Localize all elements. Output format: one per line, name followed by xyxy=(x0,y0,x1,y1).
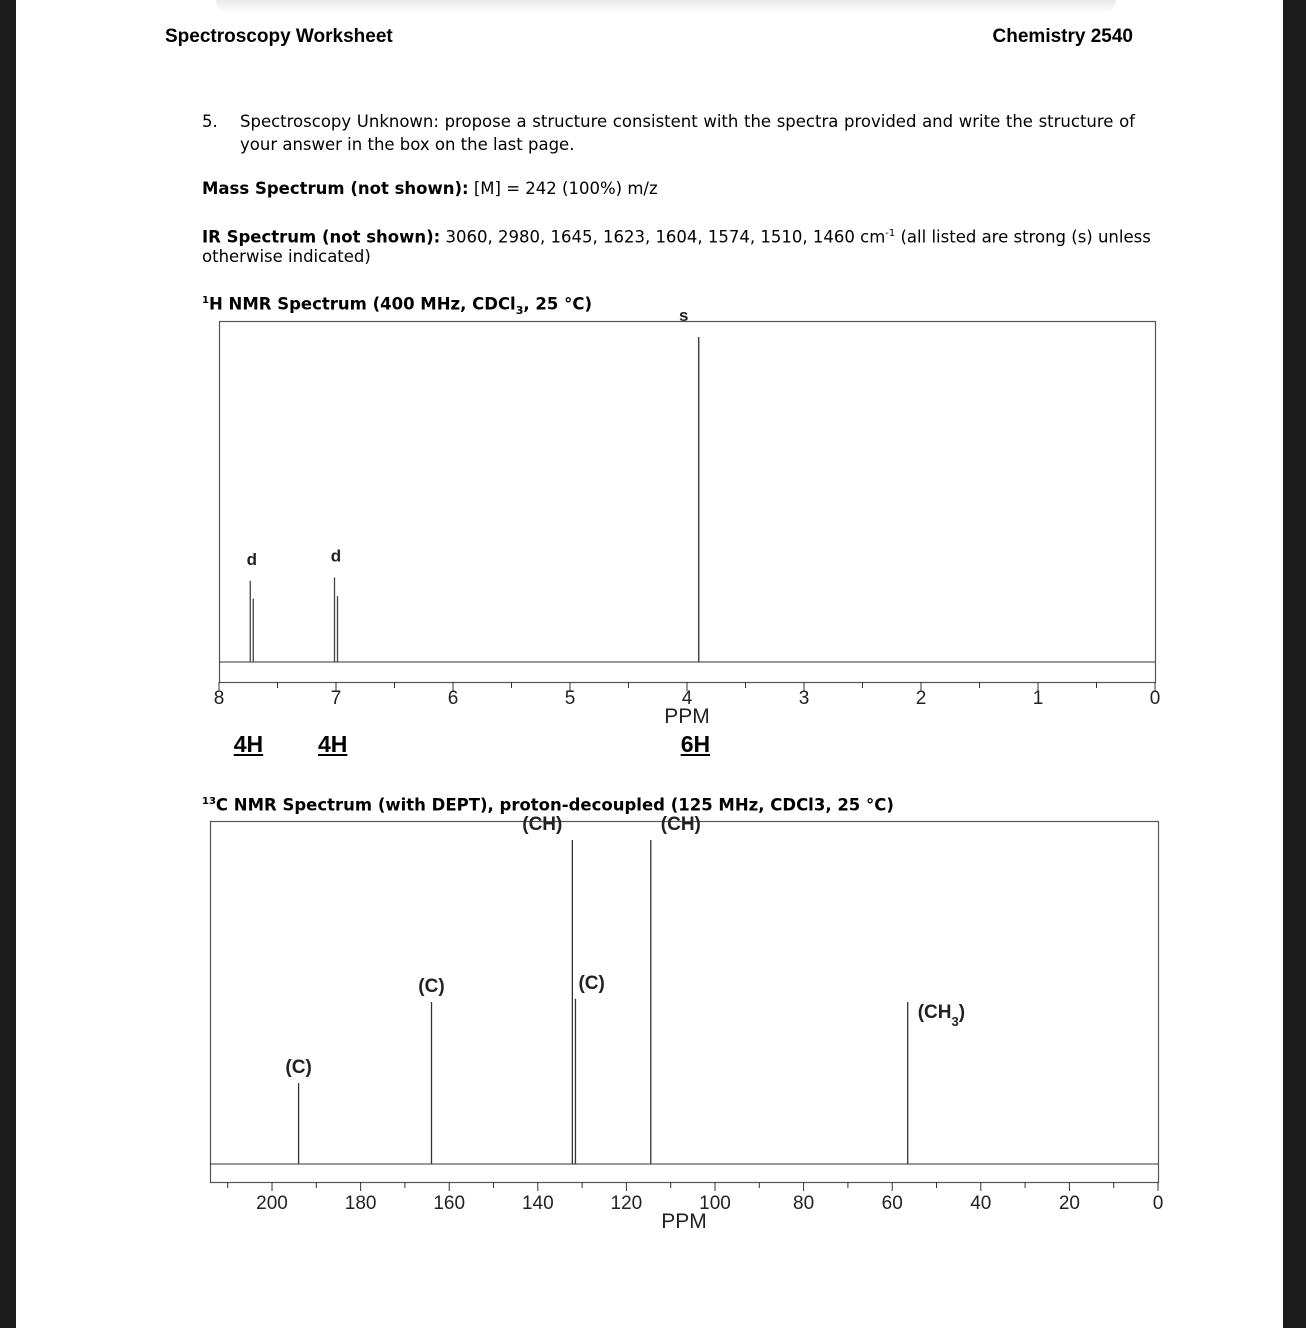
c-tick-label: 60 xyxy=(881,1193,903,1214)
h-tick-label: 8 xyxy=(213,688,225,709)
h-integration-label: 6H xyxy=(680,731,711,757)
mass-label: Mass Spectrum (not shown): xyxy=(202,179,469,198)
ir-line-2: otherwise indicated) xyxy=(202,247,371,266)
h-multiplicity-label: s xyxy=(678,306,689,325)
c-nmr-frame xyxy=(211,822,1159,1183)
h-tick-label: 4 xyxy=(681,688,693,709)
h-tick-label: 7 xyxy=(330,688,342,709)
c-tick-label: 140 xyxy=(521,1193,554,1214)
c-tick-label: 0 xyxy=(1152,1193,1164,1214)
c-dept-label: $(CH_3)$ xyxy=(917,1002,966,1029)
h-multiplicity-label: d xyxy=(246,549,257,569)
c-dept-label: (CH) xyxy=(660,814,701,835)
h-multiplicity-label: d xyxy=(330,546,342,566)
h-tick-label: 1 xyxy=(1032,688,1044,709)
h-nmr-xlabel: PPM xyxy=(664,705,710,728)
c-nmr-title-sup: 13 xyxy=(202,796,216,807)
ir-tail: (all listed are strong (s) unless xyxy=(900,227,1151,247)
h-tick-label: 5 xyxy=(564,688,576,709)
c-nmr-xlabel: PPM xyxy=(661,1210,707,1233)
c-nmr-title-main: C NMR Spectrum (with DEPT), proton-decoupled (125 MHz, CDCl3, 25 °C) xyxy=(215,795,894,815)
h-tick-label: 3 xyxy=(798,688,810,709)
h-nmr-title-end: , 25 °C) xyxy=(523,294,592,314)
c-tick-label: 100 xyxy=(699,1193,731,1214)
c-tick-label: 80 xyxy=(793,1193,815,1214)
ir-values: 3060, 2980, 1645, 1623, 1604, 1574, 1510, 1460 cm xyxy=(445,227,886,247)
h-tick-label: 6 xyxy=(447,688,459,709)
c-tick-label: 180 xyxy=(344,1193,377,1214)
c-nmr-peak-labels xyxy=(285,814,965,1078)
c-dept-label: (CH) xyxy=(522,814,563,835)
question-line-1: Spectroscopy Unknown: propose a structure consistent with the spectra provided and write the structure of xyxy=(240,112,1135,131)
h-integration-label: 4H xyxy=(318,731,348,757)
h-tick-label: 2 xyxy=(915,688,927,709)
c-nmr-peaks xyxy=(299,840,908,1164)
h-integration-label: 4H xyxy=(233,731,264,757)
h-nmr-title-sub: 3 xyxy=(515,303,524,317)
c-dept-label: (C) xyxy=(418,976,445,997)
c-dept-label: (C) xyxy=(285,1057,312,1078)
c-tick-label: 20 xyxy=(1058,1193,1080,1214)
header-left: Spectroscopy Worksheet xyxy=(165,26,393,47)
mass-value: [M] = 242 (100%) m/z xyxy=(473,179,658,198)
question-line-2: your answer in the box on the last page. xyxy=(240,135,575,154)
c-tick-label: 200 xyxy=(256,1193,288,1214)
h-nmr-title-sup: 1 xyxy=(202,295,209,306)
c-dept-label: (C) xyxy=(578,972,605,994)
h-tick-label: 0 xyxy=(1149,688,1161,709)
ir-unit-sup: -1 xyxy=(885,228,896,239)
c-tick-label: 40 xyxy=(970,1193,992,1214)
question-number: 5. xyxy=(202,112,218,131)
c-tick-label: 120 xyxy=(610,1193,643,1214)
h-nmr-title-main: H NMR Spectrum (400 MHz, CDCl xyxy=(208,294,516,314)
c-tick-label: 160 xyxy=(433,1193,466,1214)
header-right: Chemistry 2540 xyxy=(992,26,1133,47)
ir-label: IR Spectrum (not shown): xyxy=(202,227,441,247)
